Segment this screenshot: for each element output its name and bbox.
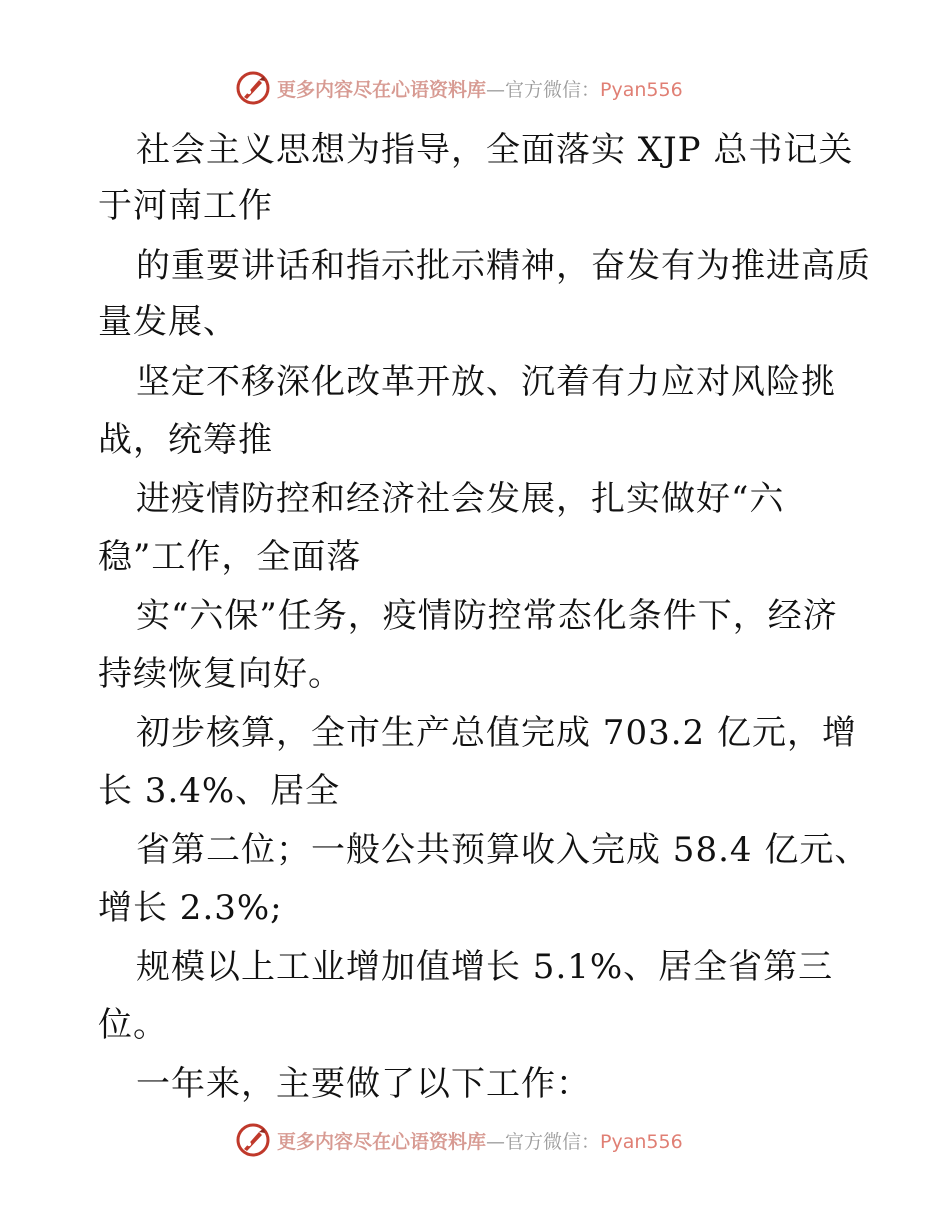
paragraph-4-line-2: 稳”工作，全面落 bbox=[98, 537, 362, 577]
watermark-id: Pyan556 bbox=[600, 78, 683, 101]
watermark-id: Pyan556 bbox=[600, 1130, 683, 1153]
paragraph-1-line-1: 社会主义思想为指导，全面落实 XJP 总书记关 bbox=[136, 130, 854, 170]
watermark-main: 更多内容尽在心语资料库 bbox=[277, 1130, 487, 1153]
quill-logo-icon bbox=[235, 1122, 271, 1158]
paragraph-4-line-1: 进疫情防控和经济社会发展，扎实做好“六 bbox=[136, 479, 785, 519]
watermark-text bbox=[277, 1127, 683, 1154]
header-watermark bbox=[235, 68, 683, 108]
paragraph-8-line-2: 位。 bbox=[98, 1005, 168, 1045]
paragraph-9-line-1: 一年来，主要做了以下工作： bbox=[136, 1064, 591, 1104]
paragraph-6-line-1: 初步核算，全市生产总值完成 703.2 亿元，增 bbox=[136, 713, 857, 753]
paragraph-2-line-1: 的重要讲话和指示批示精神，奋发有为推进高质 bbox=[136, 246, 871, 286]
paragraph-3-line-2: 战，统筹推 bbox=[98, 420, 273, 460]
paragraph-3-line-1: 坚定不移深化改革开放、沉着有力应对风险挑 bbox=[136, 362, 836, 402]
watermark-separator: — bbox=[486, 78, 506, 101]
paragraph-5-line-2: 持续恢复向好。 bbox=[98, 654, 343, 694]
quill-logo-icon bbox=[235, 70, 271, 106]
paragraph-1-line-2: 于河南工作 bbox=[98, 186, 273, 226]
paragraph-5-line-1: 实“六保”任务，疫情防控常态化条件下，经济 bbox=[136, 596, 838, 636]
watermark-sub: 官方微信： bbox=[505, 78, 601, 101]
paragraph-7-line-1: 省第二位；一般公共预算收入完成 58.4 亿元、 bbox=[136, 830, 870, 870]
watermark-text bbox=[277, 75, 683, 102]
paragraph-8-line-1: 规模以上工业增加值增长 5.1%、居全省第三 bbox=[136, 947, 834, 987]
watermark-separator: — bbox=[486, 1130, 506, 1153]
watermark-sub: 官方微信： bbox=[505, 1130, 601, 1153]
watermark-main: 更多内容尽在心语资料库 bbox=[277, 78, 487, 101]
footer-watermark bbox=[235, 1120, 683, 1160]
paragraph-2-line-2: 量发展、 bbox=[98, 302, 238, 342]
paragraph-6-line-2: 长 3.4%、居全 bbox=[98, 771, 341, 811]
paragraph-7-line-2: 增长 2.3%; bbox=[98, 888, 283, 928]
